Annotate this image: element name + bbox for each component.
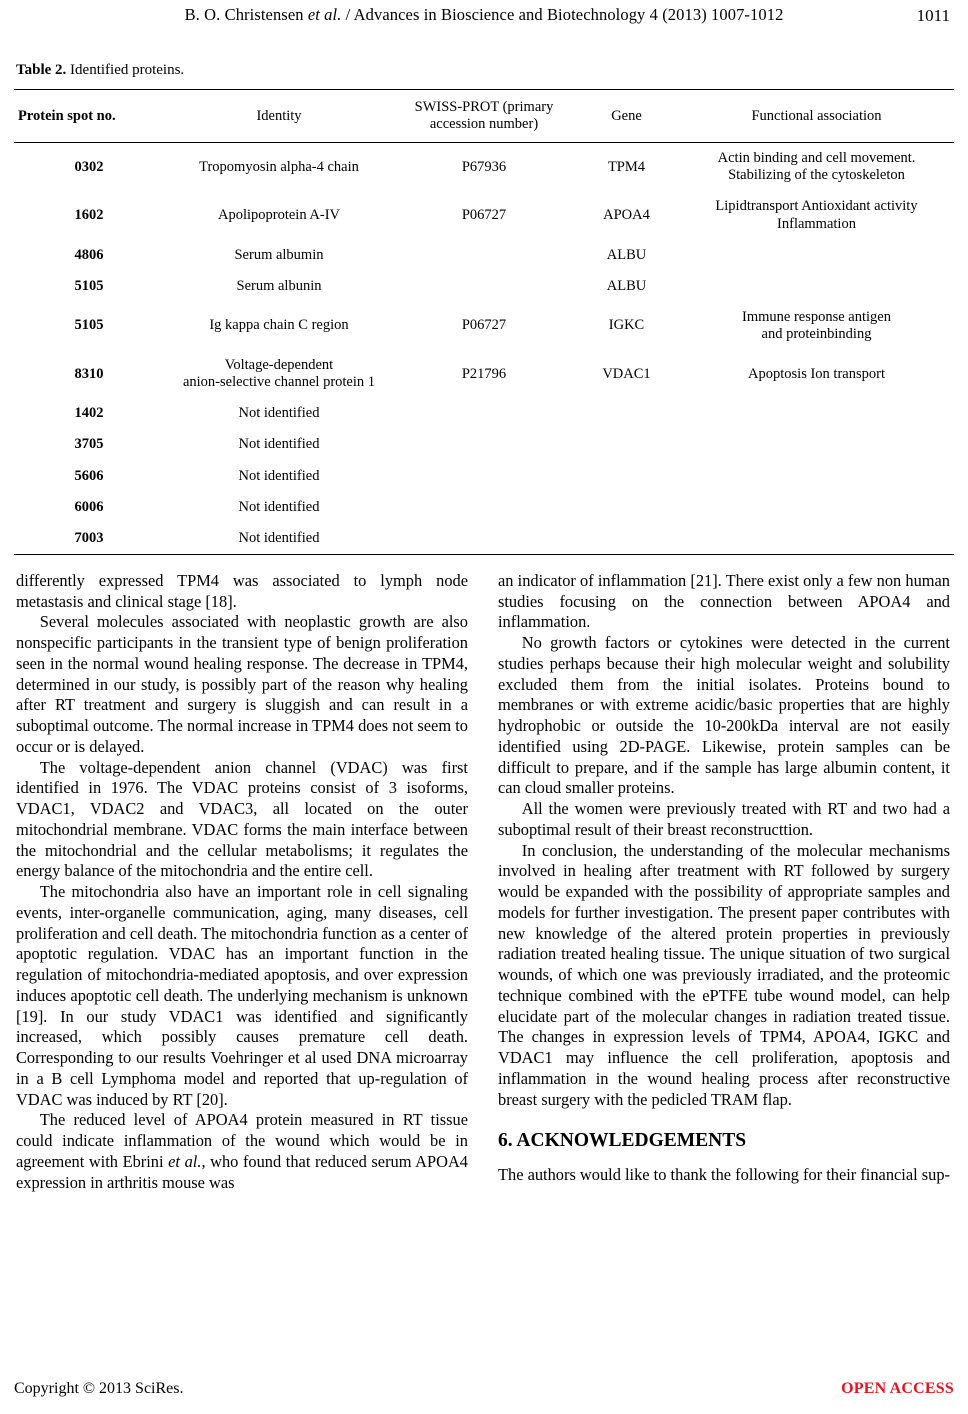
copyright-notice: Copyright © 2013 SciRes. — [14, 1380, 184, 1397]
cell-protein-spot-no: 1602 — [74, 206, 104, 223]
column-header-swissprot-line1: SWISS-PROT (primary — [414, 99, 554, 115]
cell-functional-association-line1: Lipidtransport Antioxidant activity — [715, 198, 918, 215]
cell-gene — [574, 461, 679, 492]
cell-functional-association-line2: Inflammation — [777, 215, 856, 232]
cell-swissprot — [394, 271, 574, 302]
table-header — [14, 90, 954, 143]
left-column — [16, 571, 468, 1194]
paragraph-apoa4-etal: et al. — [168, 1151, 202, 1171]
cell-protein-spot-no: 5105 — [74, 277, 104, 294]
cell-identity: Not identified — [238, 467, 320, 484]
column-header-functional-association: Functional association — [751, 107, 882, 124]
cell-swissprot — [394, 429, 574, 460]
table-row — [14, 398, 954, 429]
cell-gene: ALBU — [606, 277, 647, 294]
table-row — [14, 461, 954, 492]
running-head-author: B. O. Christensen — [184, 5, 308, 24]
table-row — [14, 492, 954, 523]
table-row — [14, 143, 954, 192]
column-header-swissprot-line2: accession number) — [429, 116, 539, 133]
table-row — [14, 350, 954, 398]
cell-functional-association — [679, 302, 954, 350]
paragraph-inflammation-indicator: an indicator of inflammation [21]. There exist only a few non human studies focusing on the connection between APOA4 and inflammation. — [498, 570, 950, 632]
cell-protein-spot-no: 4806 — [74, 246, 104, 263]
cell-swissprot: P06727 — [461, 317, 507, 334]
cell-identity: Not identified — [238, 529, 320, 546]
paragraph-apoa4-part-b: , who found that reduced serum APOA4 expression in arthritis mouse was — [16, 1151, 468, 1192]
cell-gene: TPM4 — [607, 158, 646, 175]
cell-identity: Not identified — [238, 405, 320, 422]
running-head-citation — [185, 6, 784, 24]
table-header-row — [14, 90, 954, 143]
cell-functional-association — [679, 523, 954, 555]
cell-functional-association-line2: and proteinbinding — [761, 325, 872, 342]
table-row — [14, 271, 954, 302]
acknowledgements-text: The authors would like to thank the following for their financial sup- — [498, 1164, 950, 1184]
cell-identity: Tropomyosin alpha-4 chain — [199, 158, 359, 175]
section-heading-acknowledgements: 6. ACKNOWLEDGEMENTS — [498, 1130, 747, 1152]
cell-gene — [574, 523, 679, 555]
cell-functional-association — [679, 191, 954, 239]
cell-swissprot — [394, 398, 574, 429]
running-head — [14, 0, 954, 40]
cell-functional-association: Apoptosis Ion transport — [748, 365, 885, 382]
table-bottom-rule — [14, 554, 954, 555]
cell-functional-association — [679, 271, 954, 302]
table-row — [14, 240, 954, 271]
cell-functional-association — [679, 143, 954, 192]
body-columns — [14, 571, 954, 1194]
cell-functional-association — [679, 398, 954, 429]
table-row — [14, 191, 954, 239]
identified-proteins-table — [14, 89, 954, 555]
table-caption-label: Table 2. — [16, 62, 67, 78]
cell-functional-association — [679, 429, 954, 460]
cell-protein-spot-no: 0302 — [74, 158, 104, 175]
paragraph-apoa4-part-a: The reduced level of APOA4 protein measured in RT tissue could indicate inflammation of the wound which would be in agreement with Ebrini — [16, 1110, 468, 1171]
cell-gene — [574, 398, 679, 429]
table-block — [14, 62, 954, 555]
page-footer — [14, 1380, 954, 1398]
cell-functional-association — [679, 240, 954, 271]
cell-swissprot — [394, 523, 574, 555]
running-head-etal: et al. — [307, 5, 342, 24]
cell-gene: VDAC1 — [602, 365, 651, 382]
cell-identity: Serum albunin — [236, 277, 322, 294]
cell-swissprot — [394, 240, 574, 271]
cell-swissprot: P21796 — [461, 365, 507, 382]
table-caption-text: Identified proteins. — [66, 62, 185, 78]
cell-identity — [164, 350, 394, 398]
cell-gene: ALBU — [606, 246, 647, 263]
table-footer — [14, 554, 954, 555]
column-header-protein-spot-no: Protein spot no. — [18, 107, 116, 124]
cell-gene: IGKC — [608, 317, 645, 334]
table-row — [14, 429, 954, 460]
open-access-badge: OPEN ACCESS — [841, 1380, 954, 1397]
cell-identity: Serum albumin — [234, 246, 324, 263]
cell-gene — [574, 429, 679, 460]
cell-swissprot: P67936 — [461, 158, 507, 175]
cell-functional-association — [679, 492, 954, 523]
cell-gene — [574, 492, 679, 523]
cell-protein-spot-no: 8310 — [74, 365, 104, 382]
right-column — [498, 571, 950, 1194]
cell-functional-association — [679, 461, 954, 492]
running-head-journal: / Advances in Bioscience and Biotechnology 4 (2013) 1007-1012 — [341, 5, 784, 24]
paragraph-apoa4-reduced — [16, 1110, 468, 1193]
cell-identity: Not identified — [238, 498, 320, 515]
paragraph-vdac-intro: The voltage-dependent anion channel (VDAC) was first identified in 1976. The VDAC proteins consist of 3 isoforms, VDAC1, VDAC2 and VDAC3, all located on the outer mitochondrial membrane. VDAC forms the main interface between the mitochondrial and the cellular metabolisms; it regulates the energy balance of the mitochondria and the entire cell. — [16, 757, 468, 881]
cell-protein-spot-no: 6006 — [74, 498, 104, 515]
cell-protein-spot-no: 7003 — [74, 529, 104, 546]
paragraph-no-growth-factors: No growth factors or cytokines were detected in the current studies perhaps because their high molecular weight and solubility excluded them from the initial isolates. Proteins bound to membranes or with extreme acidic/basic properties that are highly hydrophobic or outside the 10-200kDa interval are not easily identified using 2D-PAGE. Likewise, protein samples can be difficult to prepare, and if the sample has large albumin content, it can cloud smaller proteins. — [498, 633, 950, 798]
cell-gene: APOA4 — [603, 206, 650, 223]
cell-functional-association-line1: Immune response antigen — [742, 308, 891, 325]
cell-protein-spot-no: 3705 — [74, 436, 104, 453]
cell-identity: Not identified — [238, 436, 320, 453]
table-body — [14, 143, 954, 555]
cell-protein-spot-no: 5105 — [74, 317, 104, 334]
cell-identity: Ig kappa chain C region — [209, 317, 349, 334]
cell-functional-association-line1: Actin binding and cell movement. — [717, 150, 916, 167]
table-caption — [14, 62, 954, 79]
cell-swissprot: P06727 — [461, 206, 507, 223]
paragraph-mitochondria-role: The mitochondria also have an important role in cell signaling events, inter-organelle communication, aging, many diseases, cell proliferation and cell death. The mitochondria function as a center of apoptotic regulation. VDAC has an important function in the regulation of mitochondria-mediated apoptosis, and over expression induces apoptotic cell death. The underlying mechanism is unknown [19]. In our study VDAC1 was identified and significantly increased, which possibly causes premature cell death. Corresponding to our results Voehringer et al used DNA microarray in a B cell Lymphoma model and reported that up-regulation of VDAC was induced by RT [20]. — [16, 882, 468, 1109]
paragraph-continuation-tpm4: differently expressed TPM4 was associated to lymph node metastasis and clinical stage [18]. — [16, 570, 468, 611]
column-header-gene: Gene — [611, 107, 642, 124]
cell-identity-line1: Voltage-dependent — [224, 357, 334, 374]
paragraph-all-women-rt: All the women were previously treated with RT and two had a suboptimal result of their breast reconstructtion. — [498, 799, 950, 839]
paragraph-neoplastic-growth: Several molecules associated with neoplastic growth are also nonspecific participants in the transient type of benign proliferation seen in the normal wound healing response. The decrease in TPM4, determined in our study, is possibly part of the reason why healing after RT treatment and surgery is sluggish and can result in a suboptimal outcome. The normal increase in TPM4 does not seem to occur or is delayed. — [16, 612, 468, 756]
page-number: 1011 — [916, 6, 950, 25]
cell-identity: Apolipoprotein A-IV — [217, 206, 341, 223]
table-row — [14, 523, 954, 555]
cell-protein-spot-no: 1402 — [74, 405, 104, 422]
cell-swissprot — [394, 492, 574, 523]
cell-identity-line2: anion-selective channel protein 1 — [182, 374, 376, 391]
column-header-swissprot — [394, 90, 574, 143]
cell-protein-spot-no: 5606 — [74, 467, 104, 484]
cell-functional-association-line2: Stabilizing of the cytoskeleton — [728, 167, 905, 184]
paragraph-conclusion: In conclusion, the understanding of the molecular mechanisms involved in healing after treatment with RT followed by surgery would be expanded with the possibility of appropriate samples and models for further investigation. The present paper contributes with new knowledge of the altered protein properties in previously radiation treated healing tissue. The unique situation of two surgical wounds, of which one was previously irradiated, and the proteomic technique combined with the ePTFE tube wound model, can help elucidate part of the molecular changes in radiation treated tissue. The changes in expression levels of TPM4, APOA4, IGKC and VDAC1 may influence the cell proliferation, apoptosis and inflammation in the wound healing process after reconstructive breast surgery with the pedicled TRAM flap. — [498, 840, 950, 1109]
table-row — [14, 302, 954, 350]
column-header-identity: Identity — [256, 107, 302, 124]
cell-swissprot — [394, 461, 574, 492]
